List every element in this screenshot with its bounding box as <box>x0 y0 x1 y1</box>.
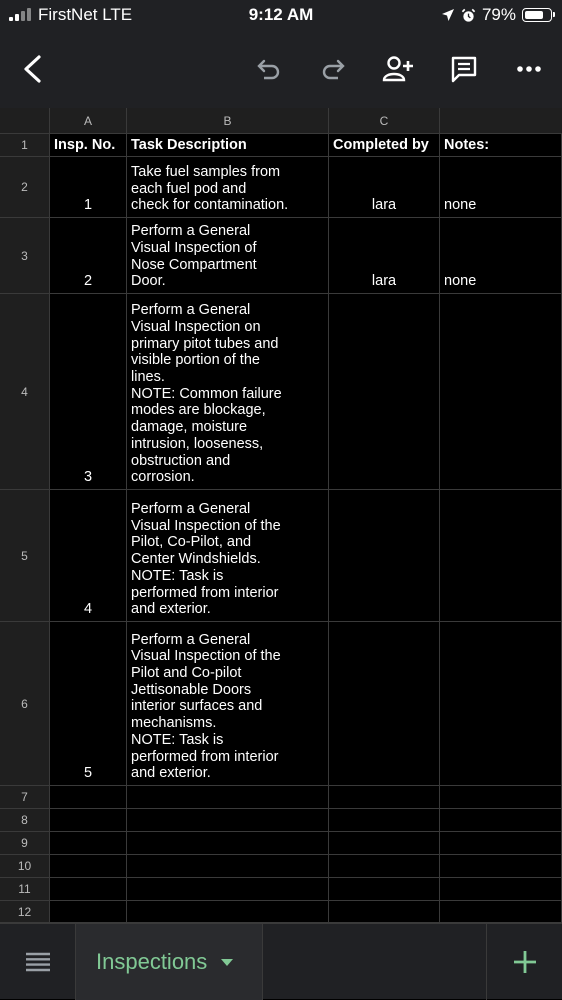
empty-cell[interactable] <box>127 786 329 809</box>
cell-insp-no[interactable]: 3 <box>50 294 127 490</box>
cell-task-description[interactable]: Perform a General Visual Inspection of the Pilot, Co-Pilot, and Center Windshields. NOTE: Task is performed from interior and exterior. <box>127 490 329 622</box>
cell-notes[interactable] <box>440 490 562 622</box>
row-header[interactable]: 6 <box>0 622 50 786</box>
cell-completed-by[interactable]: lara <box>329 157 440 218</box>
empty-cell[interactable] <box>440 832 562 855</box>
sheet-list-icon[interactable] <box>0 924 76 1000</box>
empty-cell[interactable] <box>50 809 127 832</box>
row-header[interactable]: 4 <box>0 294 50 490</box>
row-header[interactable]: 1 <box>0 134 50 157</box>
cell-task-description[interactable]: Take fuel samples from each fuel pod and check for contamination. <box>127 157 329 218</box>
empty-cell[interactable] <box>50 832 127 855</box>
empty-cell[interactable] <box>50 901 127 923</box>
empty-cell[interactable] <box>329 901 440 923</box>
cell-completed-by[interactable] <box>329 622 440 786</box>
chevron-down-icon[interactable] <box>221 959 233 966</box>
bottom-bar <box>0 923 562 999</box>
header-cell-insp-no[interactable]: Insp. No. <box>50 134 127 157</box>
row-header[interactable]: 3 <box>0 218 50 294</box>
row-header[interactable]: 5 <box>0 490 50 622</box>
empty-cell[interactable] <box>50 855 127 878</box>
comment-icon[interactable] <box>444 49 484 89</box>
empty-cell[interactable] <box>329 809 440 832</box>
add-sheet-icon[interactable] <box>486 924 562 1000</box>
cell-task-description[interactable]: Perform a General Visual Inspection on primary pitot tubes and visible portion of the lines. NOTE: Common failure modes are blockage, damage, moisture intrusion, looseness, obstruction and corrosion. <box>127 294 329 490</box>
empty-cell[interactable] <box>50 786 127 809</box>
empty-cell[interactable] <box>127 878 329 901</box>
back-icon[interactable] <box>12 49 52 89</box>
empty-cell[interactable] <box>440 901 562 923</box>
clock: 9:12 AM <box>248 5 314 24</box>
row-header[interactable]: 12 <box>0 901 50 923</box>
status-bar <box>0 0 562 30</box>
empty-cell[interactable] <box>329 832 440 855</box>
column-header-a[interactable]: A <box>50 108 127 134</box>
column-header-d[interactable] <box>440 108 562 134</box>
header-cell-notes[interactable]: Notes: <box>440 134 562 157</box>
row-header[interactable]: 8 <box>0 809 50 832</box>
empty-cell[interactable] <box>127 809 329 832</box>
empty-cell[interactable] <box>329 855 440 878</box>
cell-insp-no[interactable]: 4 <box>50 490 127 622</box>
empty-cell[interactable] <box>440 786 562 809</box>
cell-completed-by[interactable]: lara <box>329 218 440 294</box>
sheet-tab-label: Inspections <box>96 949 208 974</box>
empty-cell[interactable] <box>329 878 440 901</box>
row-header[interactable]: 10 <box>0 855 50 878</box>
header-cell-task-description[interactable]: Task Description <box>127 134 329 157</box>
column-header-c[interactable]: C <box>329 108 440 134</box>
sheet-tab-inspections[interactable] <box>76 924 263 1000</box>
redo-icon[interactable] <box>313 49 353 89</box>
select-all-corner[interactable] <box>0 108 50 134</box>
cell-insp-no[interactable]: 5 <box>50 622 127 786</box>
empty-cell[interactable] <box>127 832 329 855</box>
cell-task-description[interactable]: Perform a General Visual Inspection of the Pilot and Co-pilot Jettisonable Doors interior surfaces and mechanisms. NOTE: Task is performed from interior and exterior. <box>127 622 329 786</box>
empty-cell[interactable] <box>440 855 562 878</box>
cell-notes[interactable]: none <box>440 157 562 218</box>
cell-notes[interactable] <box>440 294 562 490</box>
header-cell-completed-by[interactable]: Completed by <box>329 134 440 157</box>
battery-percent: 79% <box>481 5 516 24</box>
empty-cell[interactable] <box>329 786 440 809</box>
spreadsheet-grid <box>0 108 562 923</box>
row-header[interactable]: 7 <box>0 786 50 809</box>
empty-cell[interactable] <box>440 878 562 901</box>
undo-icon[interactable] <box>249 49 289 89</box>
cell-insp-no[interactable]: 1 <box>50 157 127 218</box>
location-icon <box>441 8 455 22</box>
empty-cell[interactable] <box>127 855 329 878</box>
row-header[interactable]: 9 <box>0 832 50 855</box>
column-header-b[interactable]: B <box>127 108 329 134</box>
empty-cell[interactable] <box>440 809 562 832</box>
empty-cell[interactable] <box>50 878 127 901</box>
row-header[interactable]: 11 <box>0 878 50 901</box>
row-header[interactable]: 2 <box>0 157 50 218</box>
cell-insp-no[interactable]: 2 <box>50 218 127 294</box>
cell-notes[interactable] <box>440 622 562 786</box>
more-icon[interactable] <box>509 49 549 89</box>
add-person-icon[interactable] <box>378 49 418 89</box>
cell-task-description[interactable]: Perform a General Visual Inspection of Nose Compartment Door. <box>127 218 329 294</box>
battery-icon <box>522 8 552 22</box>
alarm-icon <box>461 8 476 23</box>
carrier-label: FirstNet LTE <box>38 5 133 24</box>
cell-completed-by[interactable] <box>329 490 440 622</box>
cell-completed-by[interactable] <box>329 294 440 490</box>
cell-notes[interactable]: none <box>440 218 562 294</box>
toolbar <box>0 30 562 108</box>
empty-cell[interactable] <box>127 901 329 923</box>
